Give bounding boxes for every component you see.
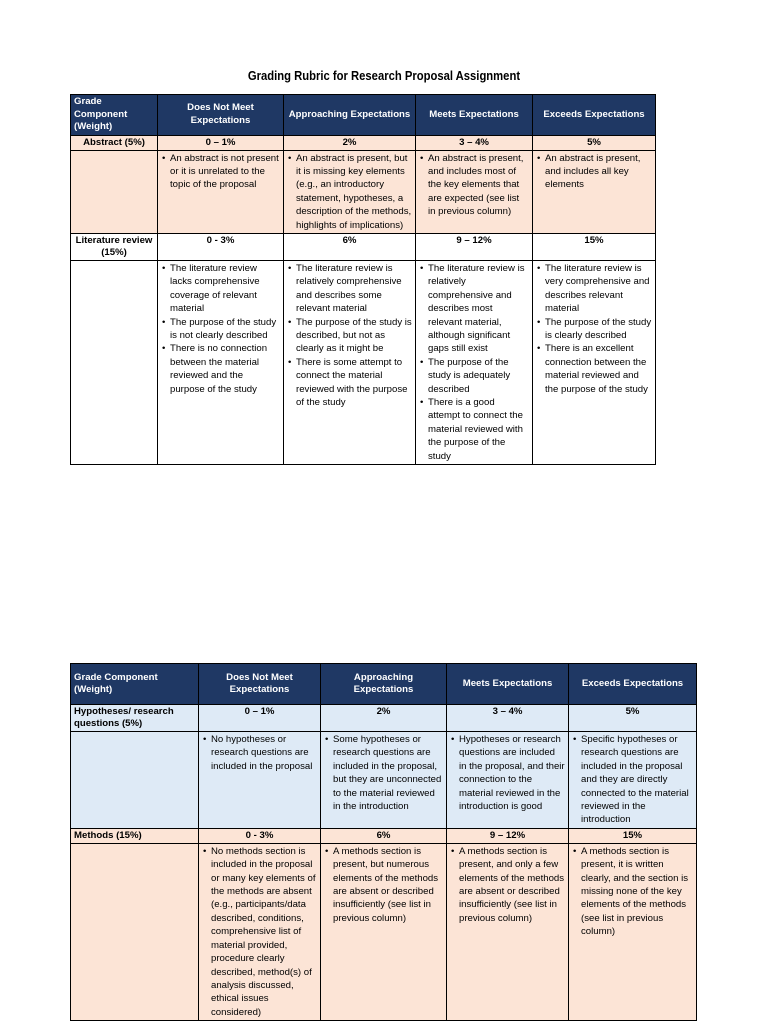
header-meets: Meets Expectations — [416, 95, 533, 136]
header-grade-component: Grade Component (Weight) — [71, 664, 199, 705]
description-cell — [199, 732, 321, 829]
score-cell: 5% — [533, 135, 656, 150]
header-exceeds: Exceeds Expectations — [569, 664, 697, 705]
list-item: • No hypotheses or research questions are included in the proposal — [211, 733, 317, 773]
score-cell: 6% — [321, 828, 447, 843]
list-item: • Specific hypotheses or research questions are included in the proposal and they are directly connected to the material reviewed in the introduction — [581, 733, 693, 827]
score-row-literature — [71, 233, 656, 260]
list-item: • A methods section is present, and only a few elements of the methods are absent or described insufficiently (see list in previous column) — [459, 845, 565, 925]
description-cell — [158, 260, 284, 464]
header-meets: Meets Expectations — [447, 664, 569, 705]
header-does-not-meet: Does Not Meet Expectations — [199, 664, 321, 705]
list-item: • The purpose of the study is described, but not as clearly as it might be — [296, 316, 412, 356]
score-cell: 9 – 12% — [416, 233, 533, 260]
description-cell — [321, 732, 447, 829]
list-item: • There is an excellent connection between the material reviewed and the purpose of the study — [545, 342, 652, 396]
component-hypotheses: Hypotheses/ research questions (5%) — [71, 705, 199, 732]
score-cell: 15% — [569, 828, 697, 843]
score-cell: 3 – 4% — [447, 705, 569, 732]
document-title: Grading Rubric for Research Proposal Assignment — [247, 69, 521, 83]
score-cell: 9 – 12% — [447, 828, 569, 843]
description-cell — [284, 150, 416, 233]
list-item: • Hypotheses or research questions are included in the proposal, and their connection to the material reviewed in the introduction is good — [459, 733, 565, 813]
list-item: • There is no connection between the material reviewed and the purpose of the study — [170, 342, 280, 396]
header-approaching: Approaching Expectations — [321, 664, 447, 705]
header-grade-component: Grade Component (Weight) — [71, 95, 158, 136]
description-cell — [416, 150, 533, 233]
header-approaching: Approaching Expectations — [284, 95, 416, 136]
score-cell: 15% — [533, 233, 656, 260]
description-row-methods — [71, 843, 697, 1020]
empty-cell — [71, 150, 158, 233]
score-row-abstract — [71, 135, 656, 150]
component-literature-review: Literature review (15%) — [71, 233, 158, 260]
score-cell: 2% — [321, 705, 447, 732]
list-item: • There is some attempt to connect the material reviewed with the purpose of the study — [296, 356, 412, 410]
description-cell — [447, 843, 569, 1020]
description-row-abstract — [71, 150, 656, 233]
list-item: • A methods section is present, but numerous elements of the methods are absent or described insufficiently (see list in previous column) — [333, 845, 443, 925]
list-item: • The literature review lacks comprehensive coverage of relevant material — [170, 262, 280, 316]
description-cell — [199, 843, 321, 1020]
list-item: • The literature review is relatively comprehensive and describes most relevant material, although significant gaps still exist — [428, 262, 529, 356]
rubric-table-2 — [70, 663, 697, 1021]
description-cell — [533, 150, 656, 233]
description-row-hypotheses — [71, 732, 697, 829]
empty-cell — [71, 732, 199, 829]
list-item: • The literature review is very comprehensive and describes relevant material — [545, 262, 652, 316]
list-item: • An abstract is not present or it is unrelated to the topic of the proposal — [170, 152, 280, 192]
description-cell — [569, 843, 697, 1020]
header-exceeds: Exceeds Expectations — [533, 95, 656, 136]
description-cell — [158, 150, 284, 233]
empty-cell — [71, 260, 158, 464]
list-item: • A methods section is present, it is written clearly, and the section is missing none of the key elements of the methods (see list in previous column) — [581, 845, 693, 939]
component-methods: Methods (15%) — [71, 828, 199, 843]
score-cell: 2% — [284, 135, 416, 150]
description-cell — [533, 260, 656, 464]
list-item: • An abstract is present, but it is missing key elements (e.g., an introductory statement, hypotheses, a description of the methods, highlights of implications) — [296, 152, 412, 232]
list-item: • An abstract is present, and includes most of the key elements that are expected (see list in previous column) — [428, 152, 529, 219]
description-row-literature — [71, 260, 656, 464]
score-cell: 0 – 1% — [158, 135, 284, 150]
list-item: • The purpose of the study is not clearly described — [170, 316, 280, 343]
score-cell: 5% — [569, 705, 697, 732]
list-item: • An abstract is present, and includes all key elements — [545, 152, 652, 192]
list-item: • The literature review is relatively comprehensive and describes some relevant material — [296, 262, 412, 316]
description-cell — [321, 843, 447, 1020]
score-cell: 0 - 3% — [199, 828, 321, 843]
list-item: • The purpose of the study is clearly described — [545, 316, 652, 343]
header-does-not-meet: Does Not Meet Expectations — [158, 95, 284, 136]
description-cell — [447, 732, 569, 829]
score-cell: 6% — [284, 233, 416, 260]
description-cell — [416, 260, 533, 464]
description-cell — [284, 260, 416, 464]
score-cell: 3 – 4% — [416, 135, 533, 150]
list-item: • Some hypotheses or research questions are included in the proposal, but they are unconnected to the material reviewed in the introduction — [333, 733, 443, 813]
list-item: • The purpose of the study is adequately described — [428, 356, 529, 396]
table-header-row — [71, 95, 656, 136]
rubric-table-1 — [70, 94, 656, 465]
score-row-methods — [71, 828, 697, 843]
score-cell: 0 – 1% — [199, 705, 321, 732]
description-cell — [569, 732, 697, 829]
score-row-hypotheses — [71, 705, 697, 732]
component-abstract: Abstract (5%) — [71, 135, 158, 150]
empty-cell — [71, 843, 199, 1020]
list-item: • There is a good attempt to connect the material reviewed with the purpose of the study — [428, 396, 529, 463]
table-header-row — [71, 664, 697, 705]
list-item: • No methods section is included in the proposal or many key elements of the methods are absent (e.g., participants/data described, conditions, comprehensive list of material provided, procedure clearly described, method(s) of analysis discussed, ethical issues considered) — [211, 845, 317, 1019]
score-cell: 0 - 3% — [158, 233, 284, 260]
